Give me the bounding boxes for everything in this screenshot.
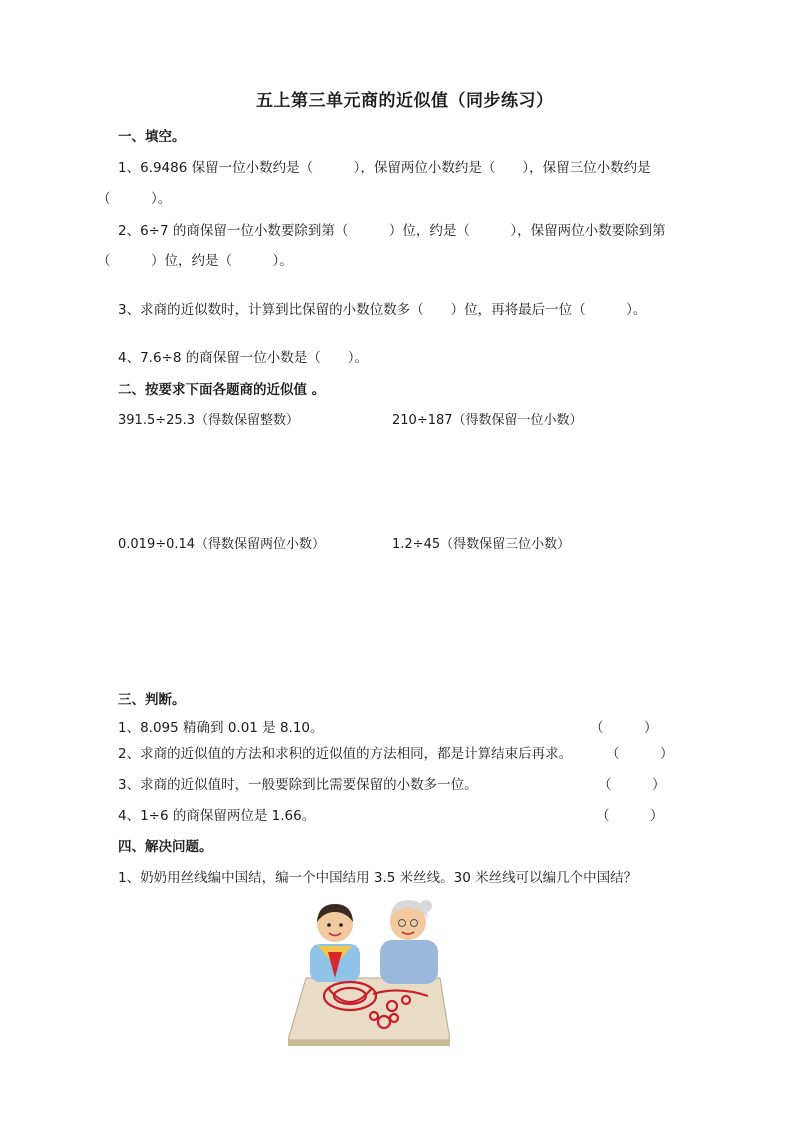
- q4: 4、7.6÷8 的商保留一位小数是（ ）。: [118, 350, 369, 366]
- judge-item-4: 4、1÷6 的商保留两位是 1.66。: [118, 808, 316, 824]
- q3: 3、求商的近似数时，计算到比保留的小数位数多（ ）位，再将最后一位（ ）。: [118, 302, 647, 318]
- calc-item-2: 210÷187（得数保留一位小数）: [392, 413, 583, 428]
- judge-blank-4[interactable]: （ ）: [596, 808, 664, 824]
- q1-line1: 1、6.9486 保留一位小数约是（ ），保留两位小数约是（ ），保留三位小数约是: [118, 160, 651, 176]
- judge-item-1: 1、8.095 精确到 0.01 是 8.10。: [118, 720, 324, 736]
- section4-heading: 四、解决问题。: [118, 839, 213, 855]
- judge-blank-2[interactable]: （ ）: [606, 746, 674, 762]
- judge-item-2: 2、求商的近似值的方法和求积的近似值的方法相同，都是计算结束后再求。: [118, 746, 573, 762]
- section1-heading: 一、填空。: [118, 129, 186, 145]
- grandmother-figure: [380, 900, 438, 984]
- q1-line2: （ ）。: [97, 191, 172, 207]
- calc-item-1: 391.5÷25.3（得数保留整数）: [118, 413, 300, 428]
- problem-1: 1、奶奶用丝线编中国结，编一个中国结用 3.5 米丝线。30 米丝线可以编几个中国结？: [118, 870, 638, 886]
- page-title: 五上第三单元商的近似值（同步练习）: [256, 91, 554, 111]
- section3-heading: 三、判断。: [118, 692, 186, 708]
- section2-heading: 二、按要求下面各题商的近似值 。: [118, 382, 326, 398]
- judge-item-3: 3、求商的近似值时，一般要除到比需要保留的小数多一位。: [118, 777, 478, 793]
- boy-figure: [310, 904, 360, 982]
- judge-blank-1[interactable]: （ ）: [590, 720, 658, 736]
- q2-line1: 2、6÷7 的商保留一位小数要除到第（ ）位，约是（ ），保留两位小数要除到第: [118, 223, 666, 239]
- q2-line2: （ ）位，约是（ ）。: [97, 253, 293, 269]
- judge-blank-3[interactable]: （ ）: [598, 777, 666, 793]
- calc-item-4: 1.2÷45（得数保留三位小数）: [392, 537, 571, 552]
- chinese-knot-illustration: [288, 896, 450, 1048]
- calc-item-3: 0.019÷0.14（得数保留两位小数）: [118, 537, 326, 552]
